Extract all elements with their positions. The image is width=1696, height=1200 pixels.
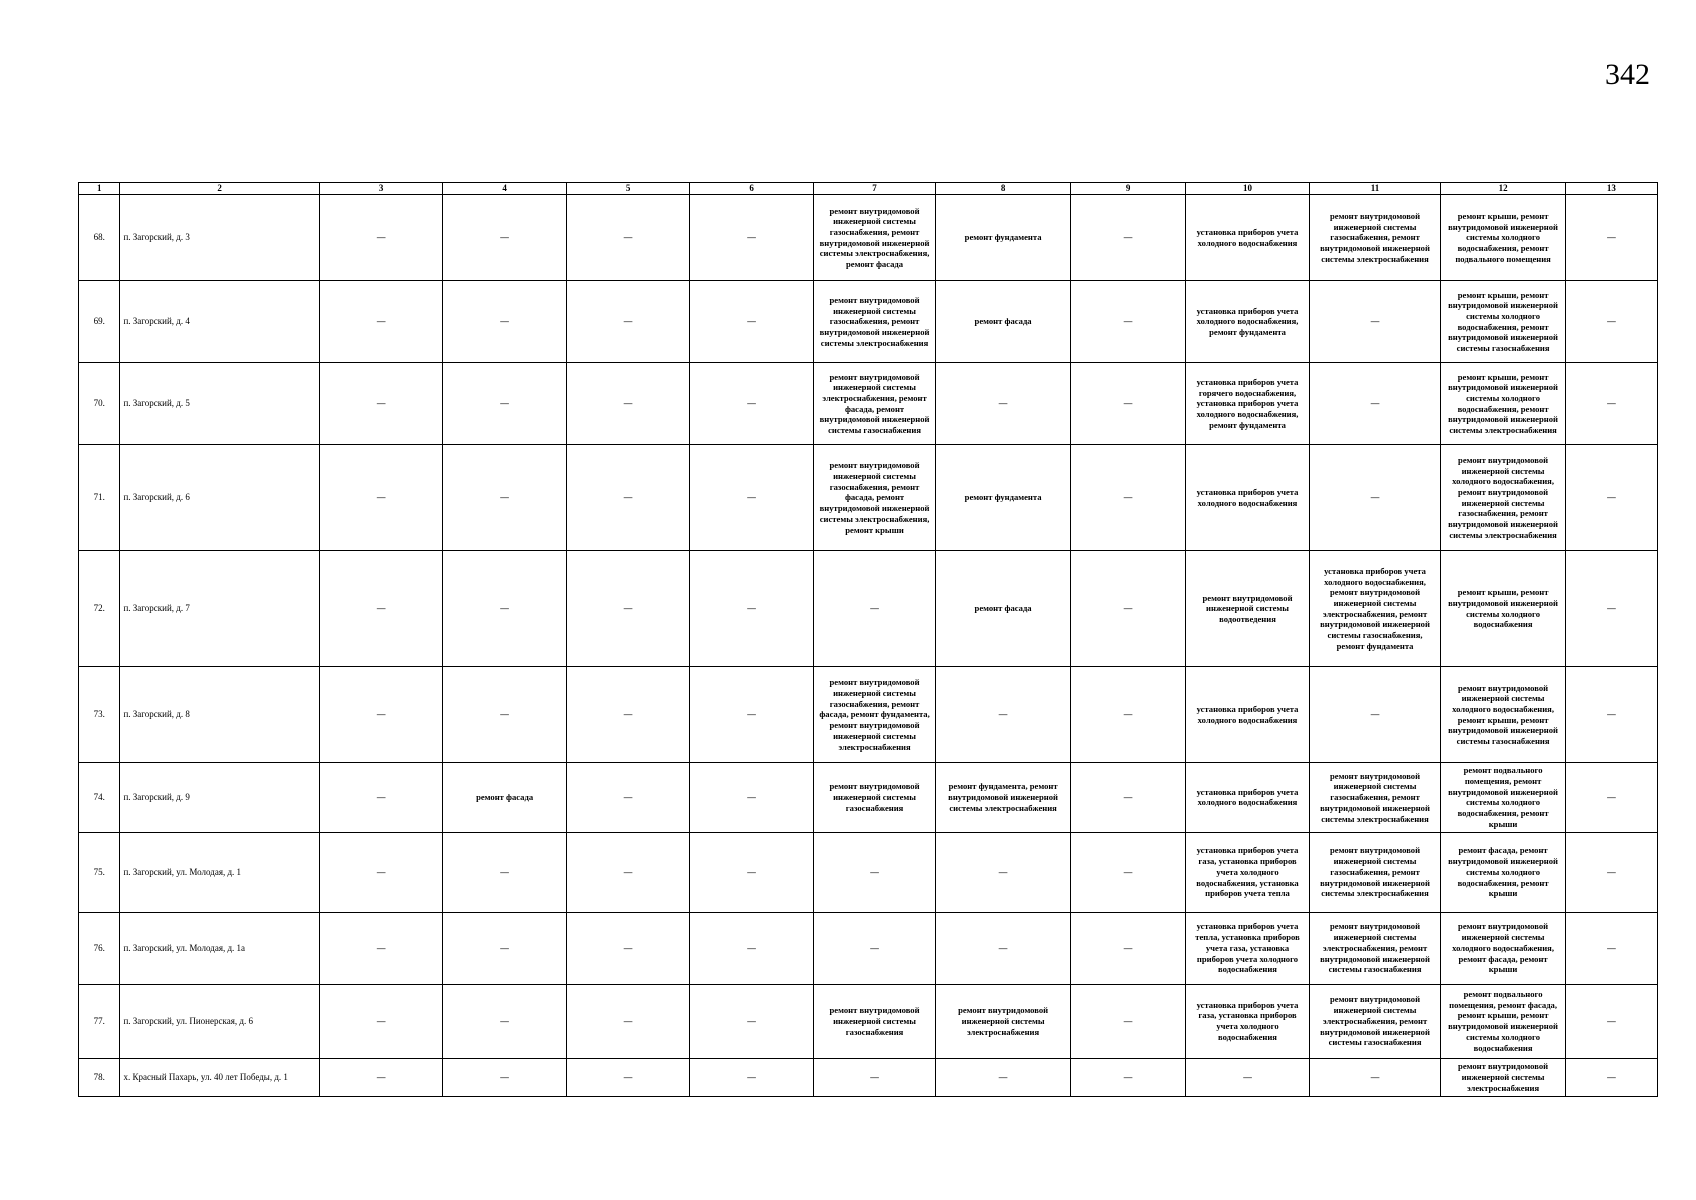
work-cell-col-11: —: [1309, 1058, 1441, 1096]
work-cell-col-9: —: [1070, 1058, 1185, 1096]
work-cell-col-13: —: [1565, 763, 1657, 832]
work-cell-col-5: —: [566, 551, 689, 667]
work-cell-col-7: —: [813, 832, 935, 912]
work-cell-col-6: —: [690, 667, 813, 763]
work-cell-col-10: установка приборов учета горячего водоснабжения, установка приборов учета холодного водоснабжения, ремонт фундамента: [1186, 363, 1309, 445]
work-cell-col-7: —: [813, 912, 935, 984]
work-cell-col-13: —: [1565, 1058, 1657, 1096]
column-number-3: 3: [319, 183, 442, 195]
work-cell-col-4: —: [443, 195, 566, 281]
work-cell-col-12: ремонт подвального помещения, ремонт внутридомовой инженерной системы холодного водоснабжения, ремонт крыши: [1441, 763, 1565, 832]
column-number-9: 9: [1070, 183, 1185, 195]
row-number: 73.: [79, 667, 120, 763]
work-cell-col-7: —: [813, 551, 935, 667]
work-cell-col-11: —: [1309, 667, 1441, 763]
table-row: [79, 363, 1658, 445]
work-cell-col-4: —: [443, 984, 566, 1058]
work-cell-col-4: —: [443, 832, 566, 912]
work-cell-col-11: —: [1309, 363, 1441, 445]
row-number: 71.: [79, 445, 120, 551]
work-cell-col-3: —: [319, 912, 442, 984]
work-cell-col-7: ремонт внутридомовой инженерной системы газоснабжения, ремонт внутридомовой инженерной системы электроснабжения: [813, 281, 935, 363]
work-cell-col-13: —: [1565, 984, 1657, 1058]
table-row: [79, 984, 1658, 1058]
row-number: 69.: [79, 281, 120, 363]
work-cell-col-3: —: [319, 551, 442, 667]
table-row: [79, 445, 1658, 551]
work-cell-col-6: —: [690, 912, 813, 984]
column-number-1: 1: [79, 183, 120, 195]
column-number-10: 10: [1186, 183, 1309, 195]
work-cell-col-3: —: [319, 281, 442, 363]
work-cell-col-10: установка приборов учета холодного водоснабжения, ремонт фундамента: [1186, 281, 1309, 363]
work-cell-col-6: —: [690, 763, 813, 832]
work-cell-col-3: —: [319, 363, 442, 445]
work-cell-col-6: —: [690, 1058, 813, 1096]
work-cell-col-12: ремонт крыши, ремонт внутридомовой инженерной системы холодного водоснабжения, ремонт внутридомовой инженерной системы электроснабжения: [1441, 363, 1565, 445]
work-cell-col-13: —: [1565, 281, 1657, 363]
work-cell-col-6: —: [690, 551, 813, 667]
work-cell-col-10: установка приборов учета холодного водоснабжения: [1186, 667, 1309, 763]
address-cell: п. Загорский, д. 3: [120, 195, 319, 281]
work-cell-col-10: установка приборов учета газа, установка приборов учета холодного водоснабжения, установка приборов учета тепла: [1186, 832, 1309, 912]
column-number-2: 2: [120, 183, 319, 195]
work-cell-col-5: —: [566, 763, 689, 832]
work-cell-col-9: —: [1070, 281, 1185, 363]
work-cell-col-7: ремонт внутридомовой инженерной системы газоснабжения, ремонт фасада, ремонт внутридомовой инженерной системы электроснабжения, ремонт крыши: [813, 445, 935, 551]
row-number: 76.: [79, 912, 120, 984]
work-cell-col-3: —: [319, 984, 442, 1058]
work-cell-col-5: —: [566, 1058, 689, 1096]
work-cell-col-4: —: [443, 667, 566, 763]
column-number-5: 5: [566, 183, 689, 195]
column-number-13: 13: [1565, 183, 1657, 195]
work-cell-col-10: ремонт внутридомовой инженерной системы водоотведения: [1186, 551, 1309, 667]
work-cell-col-6: —: [690, 363, 813, 445]
work-cell-col-5: —: [566, 912, 689, 984]
work-cell-col-6: —: [690, 281, 813, 363]
work-cell-col-4: ремонт фасада: [443, 763, 566, 832]
work-cell-col-9: —: [1070, 195, 1185, 281]
work-cell-col-12: ремонт крыши, ремонт внутридомовой инженерной системы холодного водоснабжения, ремонт подвального помещения: [1441, 195, 1565, 281]
table-header-row: [79, 183, 1658, 195]
address-cell: п. Загорский, ул. Пионерская, д. 6: [120, 984, 319, 1058]
address-cell: п. Загорский, д. 7: [120, 551, 319, 667]
work-cell-col-7: ремонт внутридомовой инженерной системы газоснабжения, ремонт внутридомовой инженерной системы электроснабжения, ремонт фасада: [813, 195, 935, 281]
work-cell-col-3: —: [319, 195, 442, 281]
work-cell-col-11: ремонт внутридомовой инженерной системы электроснабжения, ремонт внутридомовой инженерной системы газоснабжения: [1309, 984, 1441, 1058]
work-cell-col-7: ремонт внутридомовой инженерной системы электроснабжения, ремонт фасада, ремонт внутридомовой инженерной системы газоснабжения: [813, 363, 935, 445]
work-cell-col-12: ремонт фасада, ремонт внутридомовой инженерной системы холодного водоснабжения, ремонт крыши: [1441, 832, 1565, 912]
work-cell-col-9: —: [1070, 832, 1185, 912]
work-cell-col-13: —: [1565, 363, 1657, 445]
work-cell-col-5: —: [566, 984, 689, 1058]
work-cell-col-11: ремонт внутридомовой инженерной системы газоснабжения, ремонт внутридомовой инженерной системы электроснабжения: [1309, 763, 1441, 832]
work-cell-col-11: —: [1309, 445, 1441, 551]
work-cell-col-12: ремонт внутридомовой инженерной системы холодного водоснабжения, ремонт внутридомовой инженерной системы газоснабжения, ремонт внутридомовой инженерной системы электроснабжения: [1441, 445, 1565, 551]
work-cell-col-11: установка приборов учета холодного водоснабжения, ремонт внутридомовой инженерной системы электроснабжения, ремонт внутридомовой инженерной системы газоснабжения, ремонт фундамента: [1309, 551, 1441, 667]
work-cell-col-13: —: [1565, 445, 1657, 551]
table-row: [79, 195, 1658, 281]
work-cell-col-3: —: [319, 1058, 442, 1096]
work-cell-col-3: —: [319, 667, 442, 763]
table-row: [79, 281, 1658, 363]
row-number: 70.: [79, 363, 120, 445]
work-cell-col-12: ремонт внутридомовой инженерной системы холодного водоснабжения, ремонт фасада, ремонт крыши: [1441, 912, 1565, 984]
work-cell-col-10: —: [1186, 1058, 1309, 1096]
work-cell-col-8: ремонт внутридомовой инженерной системы электроснабжения: [936, 984, 1071, 1058]
work-cell-col-5: —: [566, 832, 689, 912]
work-cell-col-11: ремонт внутридомовой инженерной системы электроснабжения, ремонт внутридомовой инженерной системы газоснабжения: [1309, 912, 1441, 984]
address-cell: п. Загорский, д. 4: [120, 281, 319, 363]
row-number: 68.: [79, 195, 120, 281]
work-cell-col-8: —: [936, 912, 1071, 984]
work-cell-col-13: —: [1565, 667, 1657, 763]
work-cell-col-12: ремонт внутридомовой инженерной системы электроснабжения: [1441, 1058, 1565, 1096]
address-cell: п. Загорский, д. 8: [120, 667, 319, 763]
column-number-12: 12: [1441, 183, 1565, 195]
work-cell-col-8: —: [936, 363, 1071, 445]
row-number: 77.: [79, 984, 120, 1058]
work-cell-col-9: —: [1070, 445, 1185, 551]
work-cell-col-12: ремонт подвального помещения, ремонт фасада, ремонт крыши, ремонт внутридомовой инженерной системы холодного водоснабжения: [1441, 984, 1565, 1058]
work-cell-col-6: —: [690, 445, 813, 551]
address-cell: п. Загорский, д. 5: [120, 363, 319, 445]
row-number: 74.: [79, 763, 120, 832]
work-cell-col-8: ремонт фундамента: [936, 445, 1071, 551]
work-cell-col-9: —: [1070, 551, 1185, 667]
column-number-6: 6: [690, 183, 813, 195]
work-cell-col-8: —: [936, 667, 1071, 763]
column-number-4: 4: [443, 183, 566, 195]
work-cell-col-9: —: [1070, 984, 1185, 1058]
table-row: [79, 667, 1658, 763]
work-cell-col-8: —: [936, 1058, 1071, 1096]
work-cell-col-10: установка приборов учета тепла, установка приборов учета газа, установка приборов учета холодного водоснабжения: [1186, 912, 1309, 984]
work-cell-col-8: —: [936, 832, 1071, 912]
address-cell: п. Загорский, д. 9: [120, 763, 319, 832]
work-cell-col-9: —: [1070, 763, 1185, 832]
work-cell-col-9: —: [1070, 363, 1185, 445]
table-row: [79, 551, 1658, 667]
address-cell: п. Загорский, ул. Молодая, д. 1: [120, 832, 319, 912]
work-cell-col-5: —: [566, 667, 689, 763]
table-row: [79, 912, 1658, 984]
work-cell-col-6: —: [690, 195, 813, 281]
table-body: [79, 183, 1658, 1097]
work-cell-col-13: —: [1565, 195, 1657, 281]
address-cell: п. Загорский, ул. Молодая, д. 1а: [120, 912, 319, 984]
work-cell-col-10: установка приборов учета холодного водоснабжения: [1186, 445, 1309, 551]
work-cell-col-13: —: [1565, 912, 1657, 984]
work-cell-col-6: —: [690, 984, 813, 1058]
row-number: 72.: [79, 551, 120, 667]
work-cell-col-11: ремонт внутридомовой инженерной системы газоснабжения, ремонт внутридомовой инженерной системы электроснабжения: [1309, 195, 1441, 281]
work-cell-col-8: ремонт фундамента: [936, 195, 1071, 281]
table-row: [79, 763, 1658, 832]
work-cell-col-13: —: [1565, 832, 1657, 912]
work-cell-col-6: —: [690, 832, 813, 912]
work-cell-col-9: —: [1070, 912, 1185, 984]
repair-schedule-table: [78, 182, 1658, 1097]
column-number-8: 8: [936, 183, 1071, 195]
work-cell-col-10: установка приборов учета холодного водоснабжения: [1186, 195, 1309, 281]
work-cell-col-5: —: [566, 281, 689, 363]
column-number-11: 11: [1309, 183, 1441, 195]
work-cell-col-8: ремонт фундамента, ремонт внутридомовой инженерной системы электроснабжения: [936, 763, 1071, 832]
work-cell-col-13: —: [1565, 551, 1657, 667]
work-cell-col-11: ремонт внутридомовой инженерной системы газоснабжения, ремонт внутридомовой инженерной системы электроснабжения: [1309, 832, 1441, 912]
work-cell-col-4: —: [443, 551, 566, 667]
table-row: [79, 832, 1658, 912]
work-cell-col-12: ремонт крыши, ремонт внутридомовой инженерной системы холодного водоснабжения: [1441, 551, 1565, 667]
table-row: [79, 1058, 1658, 1096]
work-cell-col-4: —: [443, 281, 566, 363]
row-number: 75.: [79, 832, 120, 912]
work-cell-col-3: —: [319, 445, 442, 551]
address-cell: х. Красный Пахарь, ул. 40 лет Победы, д. 1: [120, 1058, 319, 1096]
work-cell-col-5: —: [566, 363, 689, 445]
row-number: 78.: [79, 1058, 120, 1096]
work-cell-col-9: —: [1070, 667, 1185, 763]
column-number-7: 7: [813, 183, 935, 195]
work-cell-col-7: —: [813, 1058, 935, 1096]
page-number: 342: [1605, 58, 1650, 91]
work-cell-col-4: —: [443, 445, 566, 551]
work-cell-col-12: ремонт крыши, ремонт внутридомовой инженерной системы холодного водоснабжения, ремонт внутридомовой инженерной системы газоснабжения: [1441, 281, 1565, 363]
address-cell: п. Загорский, д. 6: [120, 445, 319, 551]
work-cell-col-3: —: [319, 832, 442, 912]
work-cell-col-10: установка приборов учета холодного водоснабжения: [1186, 763, 1309, 832]
work-cell-col-3: —: [319, 763, 442, 832]
work-cell-col-8: ремонт фасада: [936, 551, 1071, 667]
work-cell-col-5: —: [566, 195, 689, 281]
work-cell-col-4: —: [443, 912, 566, 984]
work-cell-col-7: ремонт внутридомовой инженерной системы газоснабжения, ремонт фасада, ремонт фундамента, ремонт внутридомовой инженерной системы электроснабжения: [813, 667, 935, 763]
work-cell-col-4: —: [443, 1058, 566, 1096]
work-cell-col-10: установка приборов учета газа, установка приборов учета холодного водоснабжения: [1186, 984, 1309, 1058]
work-cell-col-4: —: [443, 363, 566, 445]
work-cell-col-7: ремонт внутридомовой инженерной системы газоснабжения: [813, 763, 935, 832]
work-cell-col-5: —: [566, 445, 689, 551]
work-cell-col-7: ремонт внутридомовой инженерной системы газоснабжения: [813, 984, 935, 1058]
work-cell-col-12: ремонт внутридомовой инженерной системы холодного водоснабжения, ремонт крыши, ремонт внутридомовой инженерной системы газоснабжения: [1441, 667, 1565, 763]
work-cell-col-8: ремонт фасада: [936, 281, 1071, 363]
work-cell-col-11: —: [1309, 281, 1441, 363]
